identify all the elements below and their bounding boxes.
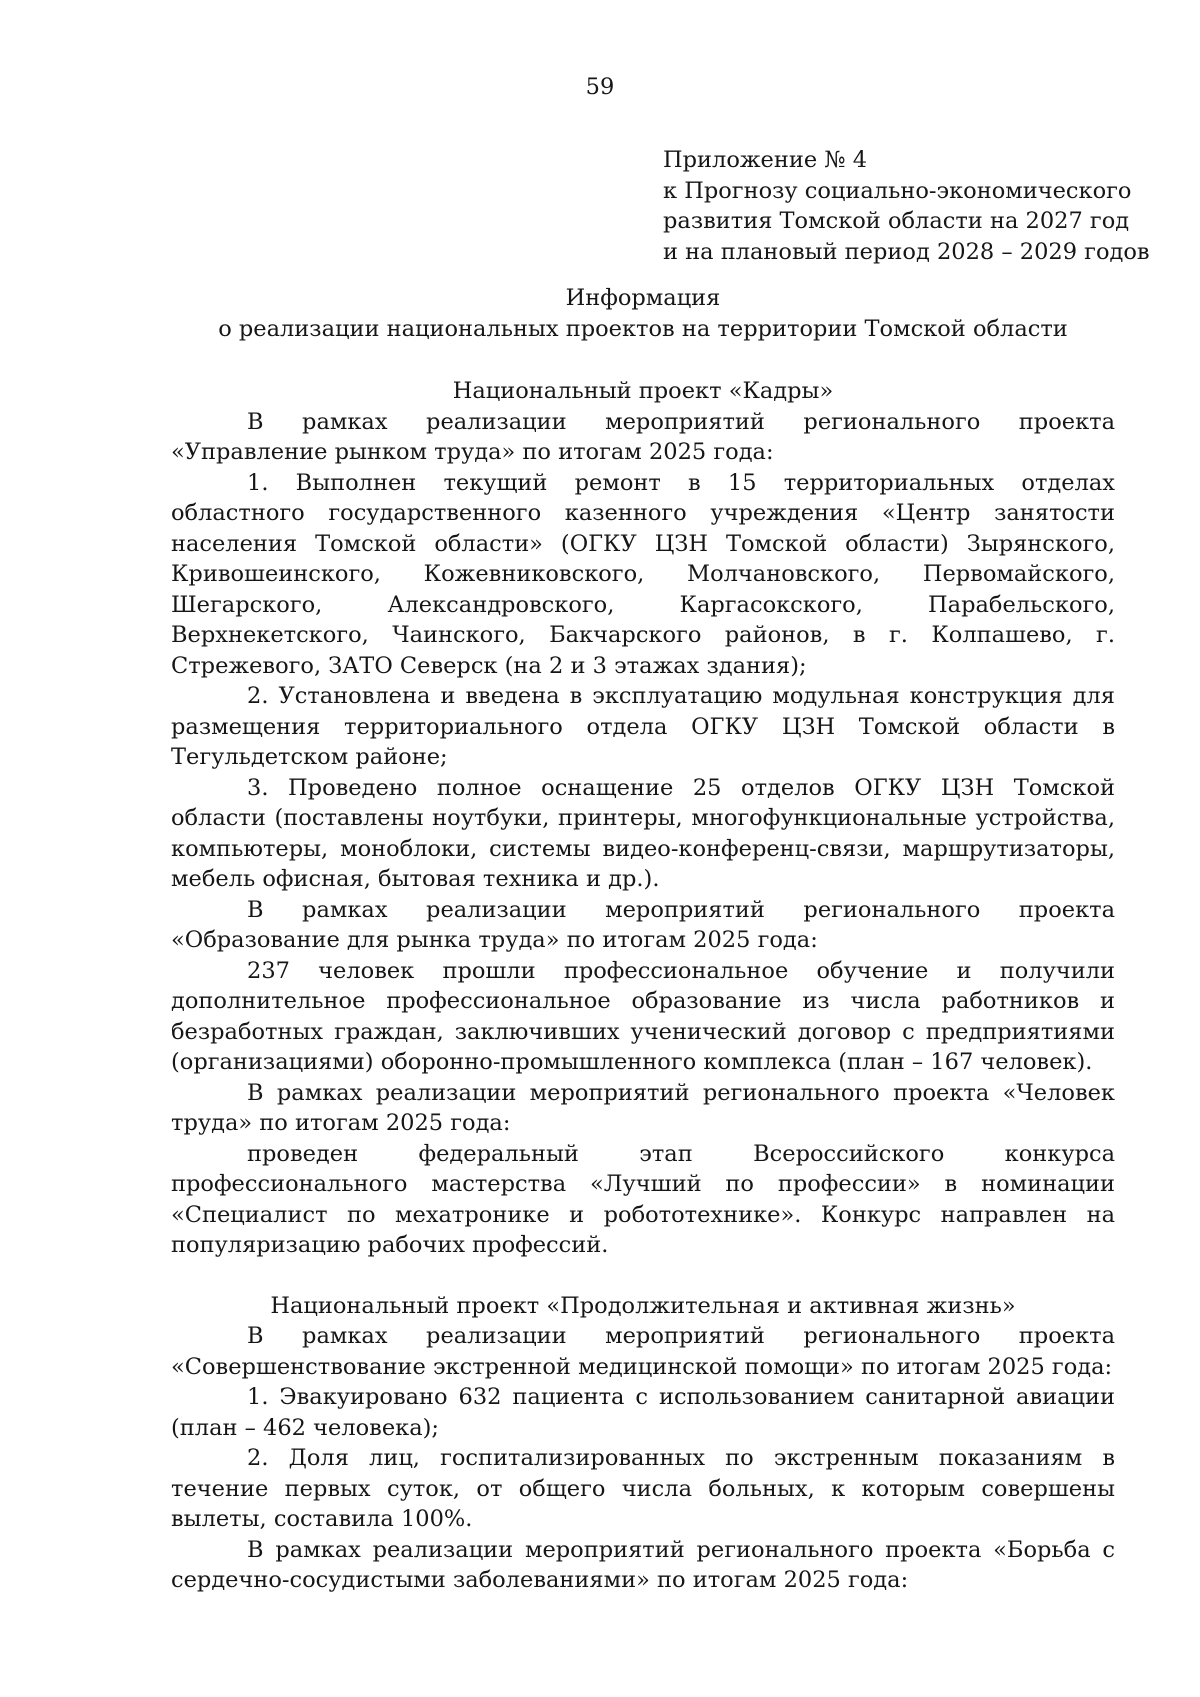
paragraph: В рамках реализации мероприятий регионального проекта «Управление рынком труда» по итогам 2025 года: <box>171 408 1115 465</box>
appendix-line: развития Томской области на 2027 год <box>663 208 1130 234</box>
paragraph: В рамках реализации мероприятий регионального проекта «Образование для рынка труда» по итогам 2025 года: <box>171 896 1115 953</box>
paragraph: В рамках реализации мероприятий регионального проекта «Борьба с сердечно-сосудистыми заболеваниями» по итогам 2025 года: <box>171 1536 1115 1593</box>
paragraph: В рамках реализации мероприятий регионального проекта «Человек труда» по итогам 2025 года: <box>171 1079 1115 1136</box>
document-heading <box>171 283 1115 344</box>
page-number: 59 <box>585 74 615 100</box>
appendix-note <box>663 145 1150 267</box>
paragraph: 3. Проведено полное оснащение 25 отделов ОГКУ ЦЗН Томской области (поставлены ноутбуки, принтеры, многофункциональные устройства, компьютеры, моноблоки, системы видео-конференц-связи, маршрутизаторы, мебель офисная, бытовая техника и др.). <box>171 774 1115 892</box>
document-body <box>171 376 1115 1596</box>
paragraph: 1. Эвакуировано 632 пациента с использованием санитарной авиации (план – 462 человека); <box>171 1384 1115 1441</box>
document-subtitle: о реализации национальных проектов на территории Томской области <box>218 315 1068 342</box>
appendix-line: и на плановый период 2028 – 2029 годов <box>663 238 1150 265</box>
paragraph: 2. Доля лиц, госпитализированных по экстренным показаниям в течение первых суток, от общего числа больных, к которым совершены вылеты, составила 100%. <box>171 1445 1115 1532</box>
section-title: Национальный проект «Продолжительная и активная жизнь» <box>270 1292 1016 1319</box>
document-title: Информация <box>565 285 721 311</box>
paragraph: 237 человек прошли профессиональное обучение и получили дополнительное профессиональное образование из числа работников и безработных граждан, заключивших ученический договор с предприятиями (организациями) оборонно-промышленного комплекса (план – 167 человек). <box>171 957 1115 1075</box>
section-title: Национальный проект «Кадры» <box>452 378 834 404</box>
paragraph: В рамках реализации мероприятий регионального проекта «Совершенствование экстренной медицинской помощи» по итогам 2025 года: <box>171 1323 1115 1380</box>
paragraph: 1. Выполнен текущий ремонт в 15 территориальных отделах областного государственного казенного учреждения «Центр занятости населения Томской области» (ОГКУ ЦЗН Томской области) Зырянского, Кривошеинского, Кожевниковского, Молчановского, Первомайского, Шегарского, Александровского, Каргасокского, Парабельского, Верхнекетского, Чаинского, Бакчарского районов, в г. Колпашево, г. Стрежевого, ЗАТО Северск (на 2 и 3 этажах здания); <box>171 469 1115 679</box>
appendix-line: к Прогнозу социально-экономического <box>663 177 1132 204</box>
appendix-line: Приложение № 4 <box>663 147 868 173</box>
section-gap <box>171 1261 1115 1291</box>
paragraph: 2. Установлена и введена в эксплуатацию модульная конструкция для размещения территориального отдела ОГКУ ЦЗН Томской области в Тегульдетском районе; <box>171 683 1115 770</box>
paragraph: проведен федеральный этап Всероссийского конкурса профессионального мастерства «Лучший по профессии» в номинации «Специалист по мехатронике и робототехнике». Конкурс направлен на популяризацию рабочих профессий. <box>171 1140 1115 1258</box>
